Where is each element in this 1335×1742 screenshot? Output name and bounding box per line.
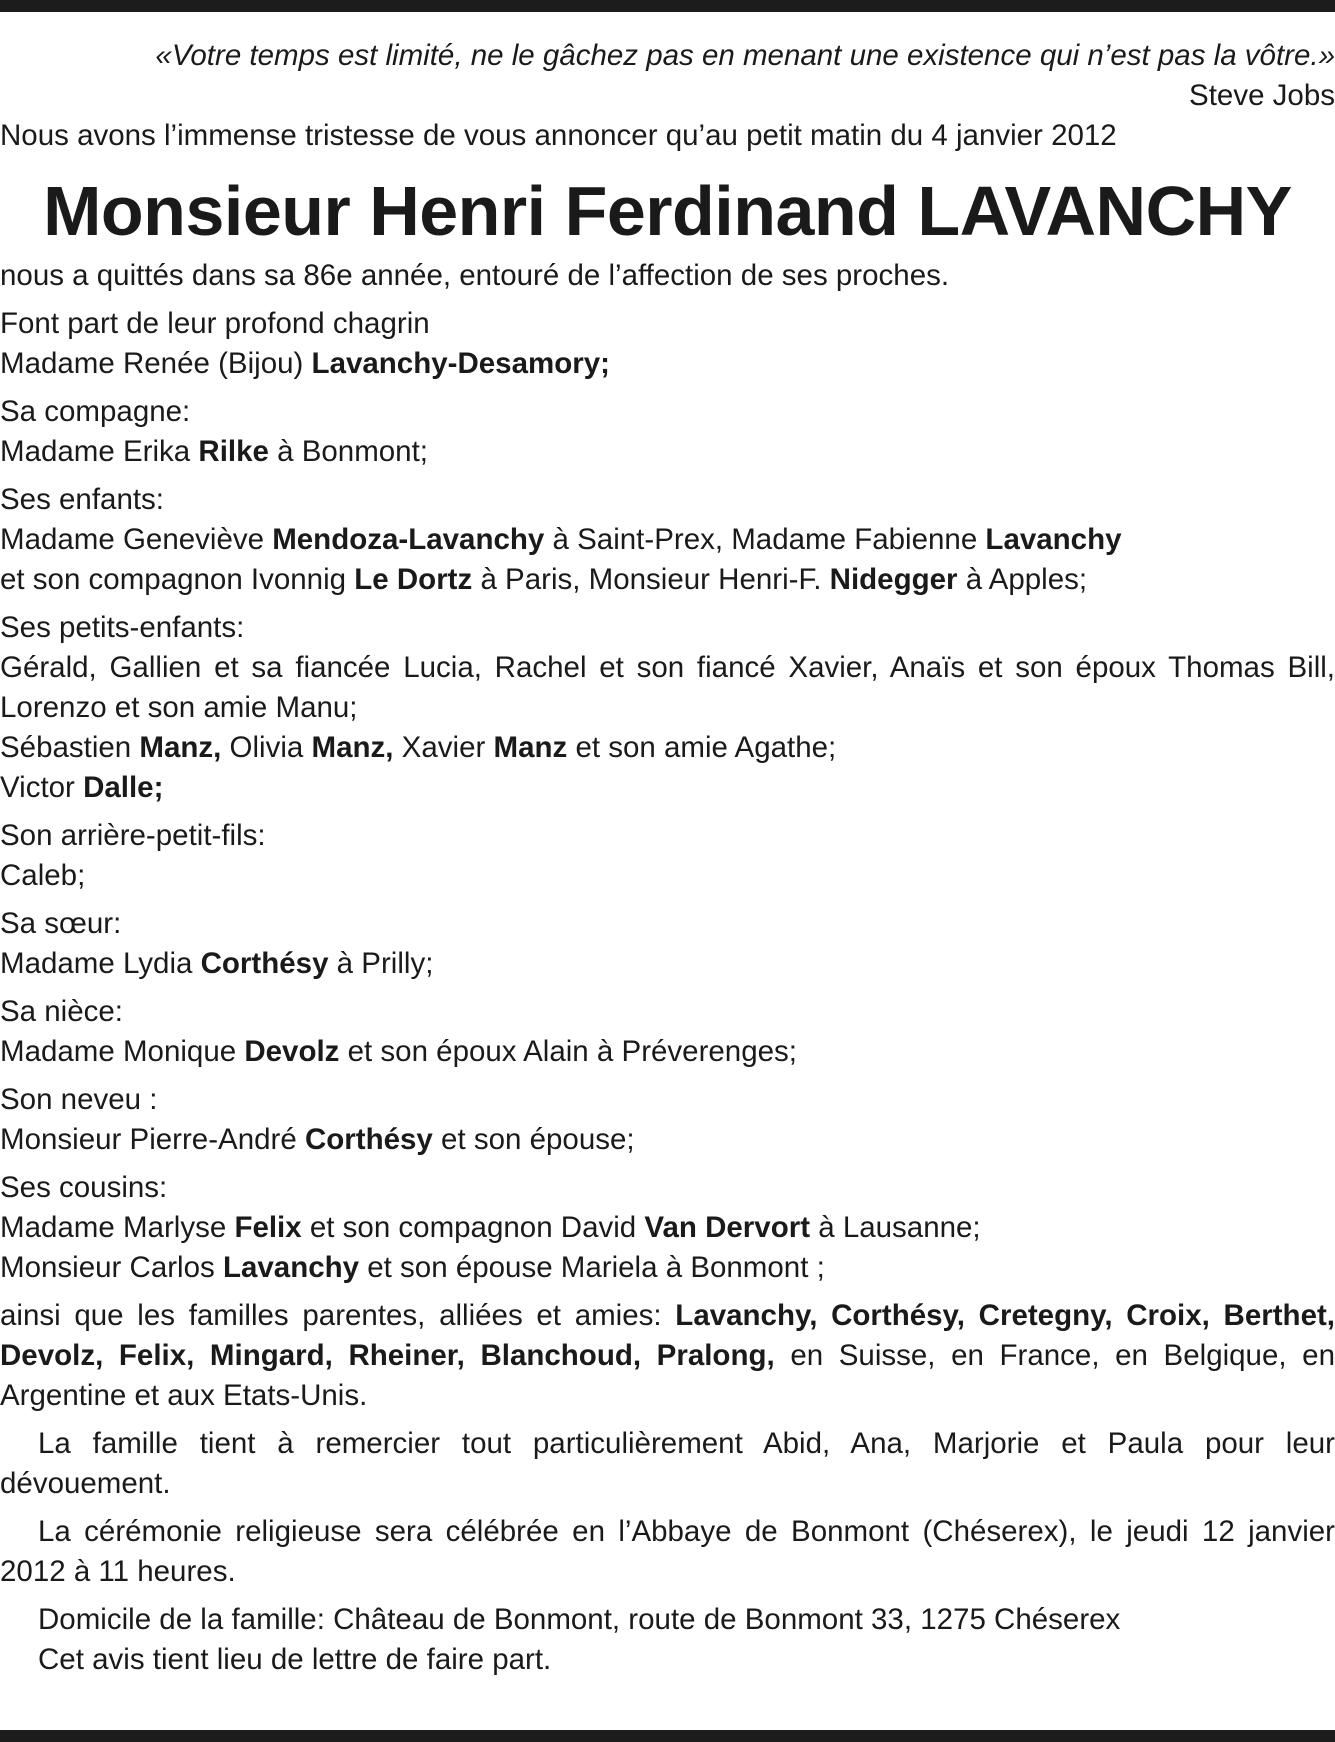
children-text: et son compagnon Ivonnig: [0, 563, 355, 596]
grandchildren-surname: Dalle;: [83, 771, 164, 804]
grandchildren-text: Olivia: [221, 731, 312, 764]
spouse-prefix: Madame Renée (Bijou): [0, 347, 312, 380]
sister-line: [0, 944, 1335, 984]
grandchildren-section: [0, 608, 1335, 808]
niece-surname: Devolz: [244, 1035, 340, 1068]
nephew-prefix: Monsieur Pierre-André: [0, 1123, 305, 1156]
children-surname: Mendoza-Lavanchy: [272, 523, 545, 556]
grandchildren-text: Sébastien: [0, 731, 140, 764]
cousins-section: [0, 1168, 1335, 1288]
niece-prefix: Madame Monique: [0, 1035, 245, 1068]
grandchildren-line-2: [0, 728, 1335, 768]
cousins-heading: Ses cousins:: [0, 1171, 168, 1204]
grandchildren-surname: Manz,: [139, 731, 222, 764]
grandchildren-surname: Manz,: [311, 731, 394, 764]
children-surname: Le Dortz: [354, 563, 473, 596]
children-surname: Lavanchy: [985, 523, 1122, 556]
great-grandson-heading: Son arrière-petit-fils:: [0, 819, 266, 852]
address-paragraph: Domicile de la famille: Château de Bonmont, route de Bonmont 33, 1275 Chéserex: [38, 1603, 1121, 1636]
sister-surname: Corthésy: [200, 947, 329, 980]
nephew-line: [0, 1120, 1335, 1160]
companion-section: [0, 392, 1335, 472]
great-grandson-section: [0, 816, 1335, 896]
grandchildren-text: Victor: [0, 771, 84, 804]
after-name-text: nous a quittés dans sa 86e année, entouré de l’affection de ses proches.: [0, 259, 950, 292]
cousins-line-2: [0, 1248, 1335, 1288]
ceremony-paragraph: La cérémonie religieuse sera célébrée en l’Abbaye de Bonmont (Chéserex), le jeudi 12 janvier 2012 à 11 heures.: [0, 1515, 1335, 1588]
cousins-text: et son compagnon David: [301, 1211, 645, 1244]
families-prefix: ainsi que les familles parentes, alliées et amies:: [0, 1299, 676, 1332]
companion-heading: Sa compagne:: [0, 395, 191, 428]
cousins-text: à Lausanne;: [810, 1211, 981, 1244]
cousins-surname: Felix: [234, 1211, 302, 1244]
great-grandson-name: Caleb;: [0, 859, 86, 892]
companion-prefix: Madame Erika: [0, 435, 199, 468]
sister-section: [0, 904, 1335, 984]
nephew-suffix: et son épouse;: [432, 1123, 635, 1156]
nephew-heading: Son neveu :: [0, 1083, 158, 1116]
epigraph-author: Steve Jobs: [1189, 79, 1335, 112]
grandchildren-text: et son amie Agathe;: [567, 731, 837, 764]
children-line-1: [0, 520, 1335, 560]
cousins-line-1: [0, 1208, 1335, 1248]
sister-suffix: à Prilly;: [328, 947, 434, 980]
children-surname: Nidegger: [829, 563, 958, 596]
nephew-surname: Corthésy: [304, 1123, 433, 1156]
children-heading: Ses enfants:: [0, 483, 164, 516]
families-paragraph: [0, 1296, 1335, 1416]
sister-prefix: Madame Lydia: [0, 947, 201, 980]
grandchildren-line-1: Gérald, Gallien et sa fiancée Lucia, Rachel et son fiancé Xavier, Anaïs et son époux Thomas Bill, Lorenzo et son amie Manu;: [0, 651, 1335, 724]
grandchildren-text: Xavier: [393, 731, 494, 764]
epigraph: [0, 36, 1335, 116]
children-line-2: [0, 560, 1335, 600]
bottom-border-rule: [0, 1730, 1335, 1742]
top-border-rule: [0, 0, 1335, 12]
grandchildren-surname: Manz: [493, 731, 568, 764]
companion-surname: Rilke: [198, 435, 269, 468]
children-text: Madame Geneviève: [0, 523, 273, 556]
niece-suffix: et son époux Alain à Préverenges;: [339, 1035, 797, 1068]
companion-suffix: à Bonmont;: [268, 435, 428, 468]
announcement-intro: Nous avons l’immense tristesse de vous annoncer qu’au petit matin du 4 janvier 2012: [0, 119, 1117, 152]
niece-line: [0, 1032, 1335, 1072]
spouse-line: [0, 344, 1335, 384]
thanks-paragraph: La famille tient à remercier tout particulièrement Abid, Ana, Marjorie et Paula pour leur dévouement.: [0, 1427, 1335, 1500]
cousins-text: et son épouse Mariela à Bonmont ;: [359, 1251, 825, 1284]
nephew-section: [0, 1080, 1335, 1160]
niece-heading: Sa nièce:: [0, 995, 123, 1028]
children-text: à Saint-Prex, Madame Fabienne: [544, 523, 986, 556]
spouse-section: [0, 304, 1335, 384]
cousins-text: Madame Marlyse: [0, 1211, 235, 1244]
grandchildren-heading: Ses petits-enfants:: [0, 611, 245, 644]
sister-heading: Sa sœur:: [0, 907, 122, 940]
niece-section: [0, 992, 1335, 1072]
children-section: [0, 480, 1335, 600]
cousins-surname: Van Dervort: [644, 1211, 811, 1244]
epigraph-quote: «Votre temps est limité, ne le gâchez pas en menant une existence qui n’est pas la vôtre.»: [155, 39, 1335, 72]
families-names: Lavanchy, Corthésy, Cretegny, Croix, Berthet, Devolz, Felix, Mingard, Rheiner, Blanchoud, Pralong,: [0, 1299, 1335, 1372]
deceased-name: Monsieur Henri Ferdinand LAVANCHY: [43, 172, 1292, 250]
cousins-text: Monsieur Carlos: [0, 1251, 223, 1284]
closing-paragraph: Cet avis tient lieu de lettre de faire part.: [38, 1643, 552, 1676]
spouse-surname: Lavanchy-Desamory;: [311, 347, 610, 380]
grandchildren-line-3: [0, 768, 1335, 808]
children-text: à Paris, Monsieur Henri-F.: [472, 563, 830, 596]
children-text: à Apples;: [957, 563, 1088, 596]
obituary-notice: [0, 14, 1335, 1728]
mourners-intro: Font part de leur profond chagrin: [0, 307, 430, 340]
cousins-surname: Lavanchy: [222, 1251, 360, 1284]
families-suffix: en Suisse, en France, en Belgique, en Argentine et aux Etats-Unis.: [0, 1339, 1335, 1412]
companion-line: [0, 432, 1335, 472]
